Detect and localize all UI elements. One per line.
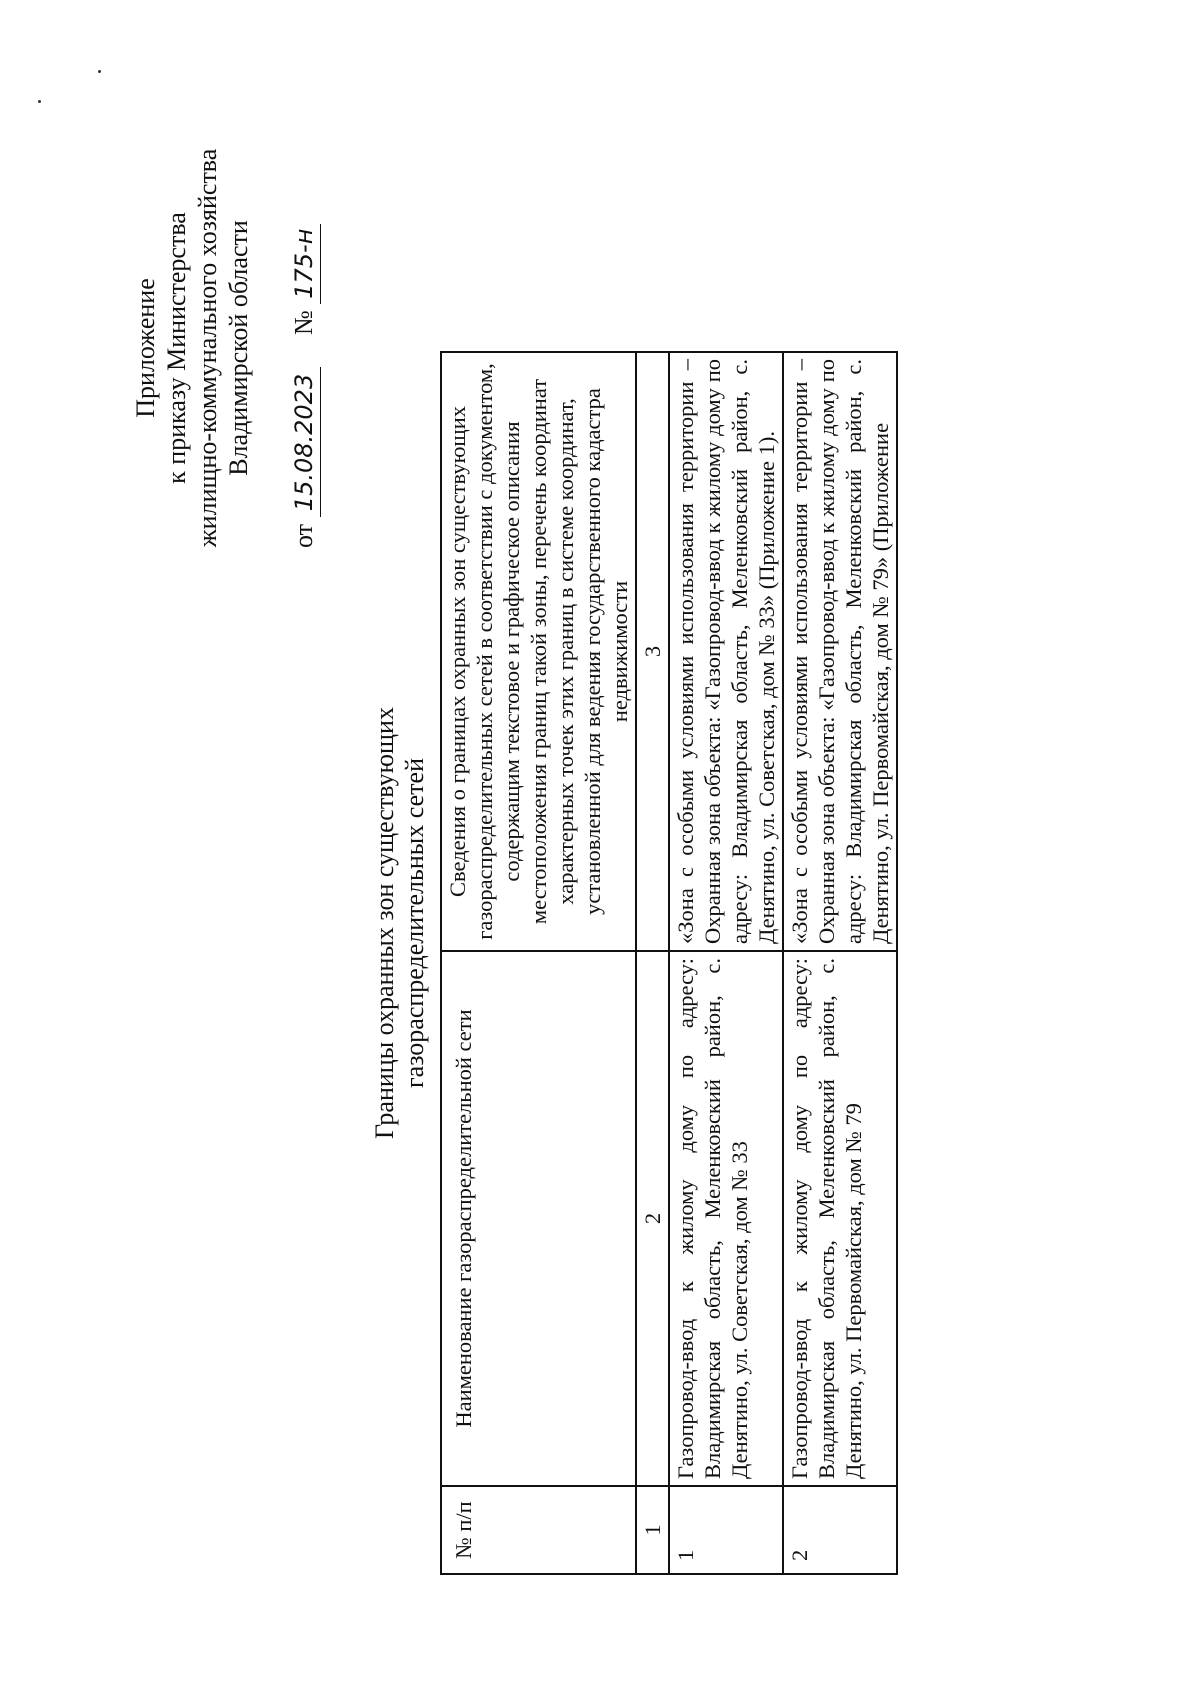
column-index: 2	[636, 951, 669, 1486]
scan-speck	[98, 70, 101, 73]
table-index-row	[636, 352, 669, 1574]
zone-info: «Зона с особыми условиями использования территории – Охранная зона объекта: «Газопровод-ввод к жилому дому по адресу: Владимирская область, Меленковский район, с. Денятино, ул. Первомайская, дом № 79» (Приложение	[783, 352, 897, 951]
protected-zones-table	[440, 351, 898, 1575]
approval-line: к приказу Министерства	[162, 212, 191, 484]
table-row	[669, 352, 783, 1574]
title-line-2: газораспределительных сетей	[400, 758, 429, 1089]
column-index: 3	[636, 352, 669, 951]
network-name: Газопровод-ввод к жилому дому по адресу: Владимирская область, Меленковский район, с. Денятино, ул. Первомайская, дом № 79	[783, 951, 897, 1486]
from-label: от	[289, 523, 318, 548]
network-name: Газопровод-ввод к жилому дому по адресу: Владимирская область, Меленковский район, с. Денятино, ул. Советская, дом № 33	[669, 951, 783, 1486]
column-index: 1	[636, 1486, 669, 1574]
header-cell-number: № п/п	[441, 1486, 636, 1574]
number-label: №	[289, 310, 318, 335]
approval-block	[130, 128, 321, 568]
header-cell-zone-info: Сведения о границах охранных зон существующих газораспределительных сетей в соответствии с документом, содержащим текстовое и графическое описания местоположения границ такой зоны, перечень координат характерных точек этих границ в системе координат, установленной для ведения государственного кадастра недвижимости	[441, 352, 636, 951]
handwritten-date: 15.08.2023	[289, 367, 321, 517]
zone-info: «Зона с особыми условиями использования территории – Охранная зона объекта: «Газопровод-ввод к жилому дому по адресу: Владимирская область, Меленковский район, с. Денятино, ул. Советская, дом № 33» (Приложение 1).	[669, 352, 783, 951]
document-title	[370, 623, 430, 1223]
table-header-row	[441, 352, 636, 1574]
handwritten-order-number: 175-н	[289, 224, 321, 304]
approval-line: Владимирской области	[224, 220, 253, 476]
order-date-number-line	[288, 128, 321, 568]
approval-line: жилищно-коммунального хозяйства	[193, 148, 222, 548]
row-number: 2	[783, 1486, 897, 1574]
header-cell-network-name: Наименование газораспределительной сети	[441, 951, 636, 1486]
title-line-1: Границы охранных зон существующих	[370, 707, 399, 1139]
approval-line: Приложение	[131, 278, 160, 418]
scan-speck	[38, 100, 41, 103]
row-number: 1	[669, 1486, 783, 1574]
table-row	[783, 352, 897, 1574]
